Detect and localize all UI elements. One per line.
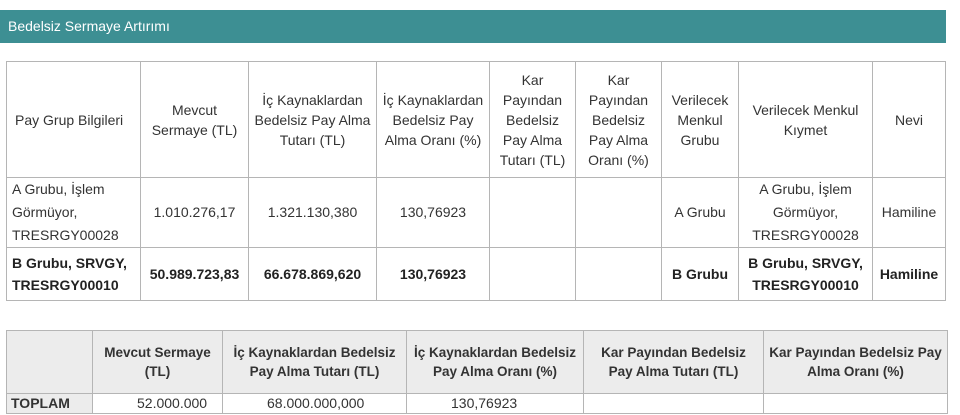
col-pay-grup: Pay Grup Bilgileri [7,62,141,178]
totals-table [6,330,948,414]
totals-corner-cell [7,331,93,394]
cell-mevcut-sermaye: 1.010.276,17 [141,178,249,248]
totals-mevcut-sermaye: 52.000.000 [93,394,223,414]
col-verilecek-grup: Verilecek Menkul Grubu [662,62,739,178]
cell-kar-payi-oran [576,248,662,301]
cell-kar-payi-tutar [490,248,576,301]
cell-verilecek-grup: A Grubu [662,178,739,248]
col-kar-payi-oran: Kar Payından Bedelsiz Pay Alma Oranı (%) [576,62,662,178]
cell-verilecek-kiymet: B Grubu, SRVGY, TRESRGY00010 [739,248,873,301]
table-row [7,178,946,248]
cell-nevi: Hamiline [873,178,946,248]
cell-mevcut-sermaye: 50.989.723,83 [141,248,249,301]
cell-ic-kaynak-tutar: 1.321.130,380 [249,178,377,248]
totals-col-kar-payi-tutar: Kar Payından Bedelsiz Pay Alma Tutarı (TL) [584,331,764,394]
totals-kar-payi-tutar [584,394,764,414]
totals-col-ic-kaynak-tutar: İç Kaynaklardan Bedelsiz Pay Alma Tutarı (TL) [223,331,407,394]
totals-ic-kaynak-tutar: 68.000.000,000 [223,394,407,414]
totals-col-mevcut-sermaye: Mevcut Sermaye (TL) [93,331,223,394]
totals-row-label: TOPLAM [7,394,93,414]
totals-col-kar-payi-oran: Kar Payından Bedelsiz Pay Alma Oranı (%) [764,331,948,394]
totals-header-row [7,331,948,394]
col-ic-kaynak-tutar: İç Kaynaklardan Bedelsiz Pay Alma Tutarı (TL) [249,62,377,178]
col-kar-payi-tutar: Kar Payından Bedelsiz Pay Alma Tutarı (TL) [490,62,576,178]
totals-row [7,394,948,414]
col-verilecek-kiymet: Verilecek Menkul Kıymet [739,62,873,178]
header-row [7,62,946,178]
cell-verilecek-kiymet: A Grubu, İşlem Görmüyor, TRESRGY00028 [739,178,873,248]
cell-kar-payi-oran [576,178,662,248]
totals-col-ic-kaynak-oran: İç Kaynaklardan Bedelsiz Pay Alma Oranı (%) [407,331,584,394]
cell-pay-grup: B Grubu, SRVGY, TRESRGY00010 [7,248,141,301]
cell-kar-payi-tutar [490,178,576,248]
cell-pay-grup: A Grubu, İşlem Görmüyor, TRESRGY00028 [7,178,141,248]
capital-increase-table [6,61,946,301]
col-mevcut-sermaye: Mevcut Sermaye (TL) [141,62,249,178]
cell-ic-kaynak-oran: 130,76923 [377,178,490,248]
totals-ic-kaynak-oran: 130,76923 [407,394,584,414]
section-title: Bedelsiz Sermaye Artırımı [0,10,946,43]
table-row [7,248,946,301]
totals-kar-payi-oran [764,394,948,414]
cell-nevi: Hamiline [873,248,946,301]
cell-ic-kaynak-oran: 130,76923 [377,248,490,301]
col-nevi: Nevi [873,62,946,178]
cell-verilecek-grup: B Grubu [662,248,739,301]
col-ic-kaynak-oran: İç Kaynaklardan Bedelsiz Pay Alma Oranı (%) [377,62,490,178]
cell-ic-kaynak-tutar: 66.678.869,620 [249,248,377,301]
